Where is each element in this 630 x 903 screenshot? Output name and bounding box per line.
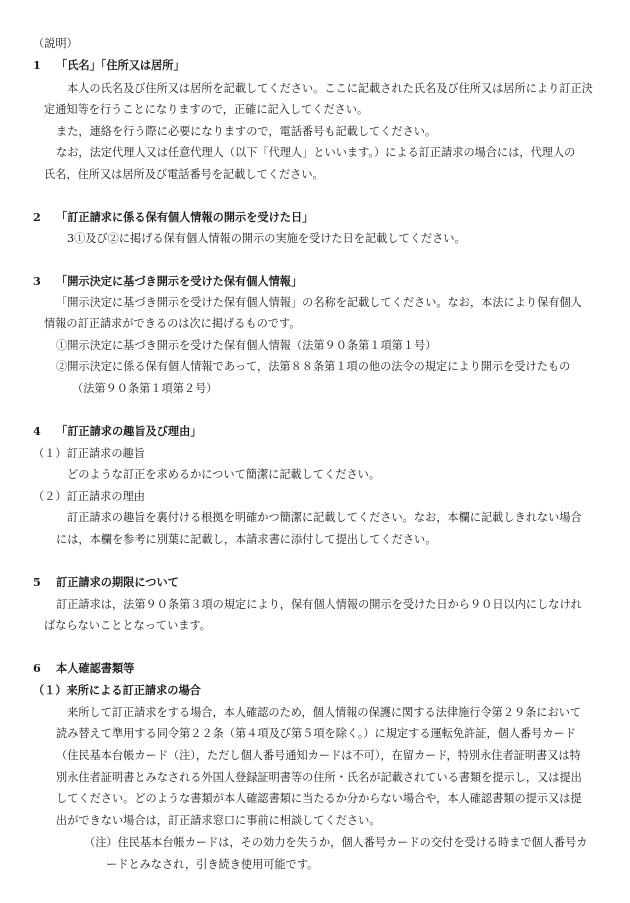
section-3-item-2b: （法第９０条第１項第２号） (72, 382, 218, 395)
section-6-line-5: してください。どのような書類が本人確認書類に当たるか分からない場合や，本人確認書類の提示又は提 (56, 792, 582, 805)
section-5-number: 5 (33, 575, 41, 589)
section-4-sub-2-para-b: には，本欄を参考に別葉に記載し，本請求書に添付して提出してください。 (56, 533, 437, 546)
section-5-para-a: 訂正請求は，法第９０条第３項の規定により，保有個人情報の開示を受けた日から９０日以内にしなけれ (56, 598, 582, 611)
section-4-sub-1: （１）訂正請求の趣旨 (33, 447, 145, 460)
section-3-number: 3 (33, 274, 41, 288)
section-2-para-1: 3①及び②に掲げる保有個人情報の開示の実施を受けた日を記載してください。 (67, 232, 466, 245)
section-6-note-b: ードとみなされ，引き続き使用可能です。 (106, 858, 319, 871)
section-4-title: 「訂正請求の趣旨及び理由」 (56, 424, 202, 438)
section-3-para-1b: 情報の訂正請求ができるのは次に掲げるものです。 (44, 317, 301, 330)
section-6-line-3: （住民基本台帳カード（注），ただし個人番号通知カードは不可），在留カード，特別永住者証明書又は特 (56, 749, 581, 762)
section-6-number: 6 (33, 661, 41, 675)
section-1-number: 1 (33, 58, 41, 72)
section-5-para-b: ばならないこととなっています。 (44, 619, 211, 632)
section-2-title: 「訂正請求に係る保有個人情報の開示を受けた日」 (56, 210, 314, 224)
section-6-line-2: 読み替えて準用する同令第２２条（第４項及び第５項を除く。）に規定する運転免許証，個人番号カード (56, 727, 576, 740)
section-3-item-1: ①開示決定に基づき開示を受けた保有個人情報（法第９０条第１項第１号） (56, 339, 437, 352)
section-6-line-6: 出ができない場合は，訂正請求窓口に事前に相談してください。 (56, 814, 381, 827)
section-1-title: 「氏名」「住所又は居所」 (56, 58, 185, 72)
section-3-title: 「開示決定に基づき開示を受けた保有個人情報」 (56, 274, 303, 288)
section-4-number: 4 (33, 424, 41, 438)
section-4-sub-1-para: どのような訂正を求めるかについて簡潔に記載してください。 (67, 468, 381, 481)
section-1-para-1b: 定通知等を行うことになりますので，正確に記入してください。 (44, 103, 369, 116)
explanation-heading: （説明） (33, 37, 78, 50)
section-3-item-2a: ②開示決定に係る保有個人情報であって，法第８８条第１項の他の法令の規定により開示を受けたもの (56, 360, 571, 373)
section-6-line-4: 別永住者証明書とみなされる外国人登録証明書等の住所・氏名が記載されている書類を提示し，又は提出 (56, 771, 582, 784)
section-1-para-3a: なお，法定代理人又は任意代理人（以下「代理人」といいます。）による訂正請求の場合には，代理人の (56, 146, 576, 159)
section-6-line-1: 来所して訂正請求をする場合，本人確認のため，個人情報の保護に関する法律施行令第２９条において (67, 706, 582, 719)
section-3-para-1a: 「開示決定に基づき開示を受けた保有個人情報」の名称を記載してください。なお，本法により保有個人 (56, 296, 582, 309)
section-4-sub-2: （２）訂正請求の理由 (33, 490, 145, 503)
section-1-para-3b: 氏名，住所又は居所及び電話番号を記載してください。 (44, 168, 324, 181)
section-2-number: 2 (33, 210, 41, 224)
section-6-note-a: （注）住民基本台帳カードは，その効力を失うか，個人番号カードの交付を受ける時まで個人番号カ (84, 836, 588, 849)
section-6-sub-1: （１）来所による訂正請求の場合 (33, 683, 201, 697)
section-1-para-1a: 本人の氏名及び住所又は居所を記載してください。ここに記載された氏名及び住所又は居所により訂正決 (67, 82, 593, 95)
section-4-sub-2-para-a: 訂正請求の趣旨を裏付ける根拠を明確かつ簡潔に記載してください。なお，本欄に記載しきれない場合 (67, 511, 582, 524)
section-5-title: 訂正請求の期限について (56, 575, 179, 589)
section-6-title: 本人確認書類等 (56, 661, 135, 675)
section-1-para-2: また，連絡を行う際に必要になりますので，電話番号も記載してください。 (56, 125, 437, 138)
